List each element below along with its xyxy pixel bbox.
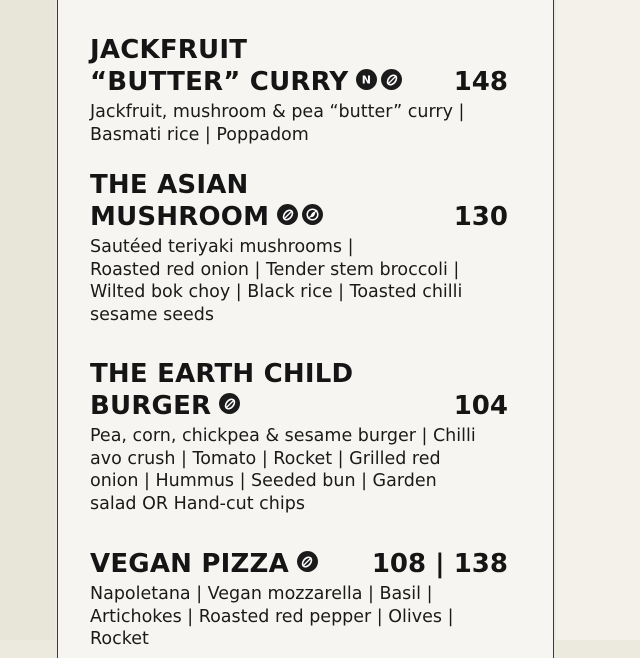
nut-icon bbox=[356, 69, 377, 90]
item-title-line: BURGER bbox=[90, 390, 353, 422]
item-title-line: THE EARTH CHILD bbox=[90, 359, 354, 389]
item-title bbox=[90, 548, 318, 580]
menu-item-jackfruit-curry bbox=[90, 34, 508, 146]
item-title-line: MUSHROOM bbox=[90, 201, 323, 233]
item-title bbox=[90, 34, 402, 98]
item-description: Napoletana | Vegan mozzarella | Basil | Artichokes | Roasted red pepper | Olives | Rocket bbox=[90, 584, 454, 649]
menu-item-earth-child-burger bbox=[90, 358, 508, 515]
item-title-line: JACKFRUIT bbox=[90, 35, 248, 65]
background-right bbox=[556, 0, 640, 640]
menu-item-vegan-pizza bbox=[90, 548, 508, 651]
vegan-leaf-icon bbox=[277, 204, 298, 225]
menu-item-asian-mushroom bbox=[90, 169, 508, 326]
gluten-free-icon bbox=[302, 204, 323, 225]
vegan-leaf-icon bbox=[219, 393, 240, 414]
item-title-line: VEGAN PIZZA bbox=[90, 548, 318, 580]
item-title bbox=[90, 169, 323, 233]
item-description: Jackfruit, mushroom & pea “butter” curry | Basmati rice | Poppadom bbox=[90, 102, 465, 145]
item-description: Pea, corn, chickpea & sesame burger | Chilli avo crush | Tomato | Rocket | Grilled red onion | Hummus | Seeded bun | Garden salad OR Hand-cut chips bbox=[90, 426, 476, 514]
item-price: 130 bbox=[453, 202, 508, 232]
vegan-leaf-icon bbox=[297, 551, 318, 572]
item-title-line: THE ASIAN bbox=[90, 170, 249, 200]
background-left bbox=[0, 0, 55, 640]
svg-text:N: N bbox=[362, 73, 372, 86]
item-price: 108 | 138 bbox=[371, 549, 508, 579]
item-price: 104 bbox=[453, 391, 508, 421]
item-price: 148 bbox=[453, 67, 508, 97]
item-title-line: “BUTTER” CURRY N bbox=[90, 66, 402, 98]
item-title bbox=[90, 358, 353, 422]
vegan-leaf-icon bbox=[381, 69, 402, 90]
item-description: Sautéed teriyaki mushrooms | Roasted red onion | Tender stem broccoli | Wilted bok choy | Black rice | Toasted chilli sesame seeds bbox=[90, 237, 463, 325]
